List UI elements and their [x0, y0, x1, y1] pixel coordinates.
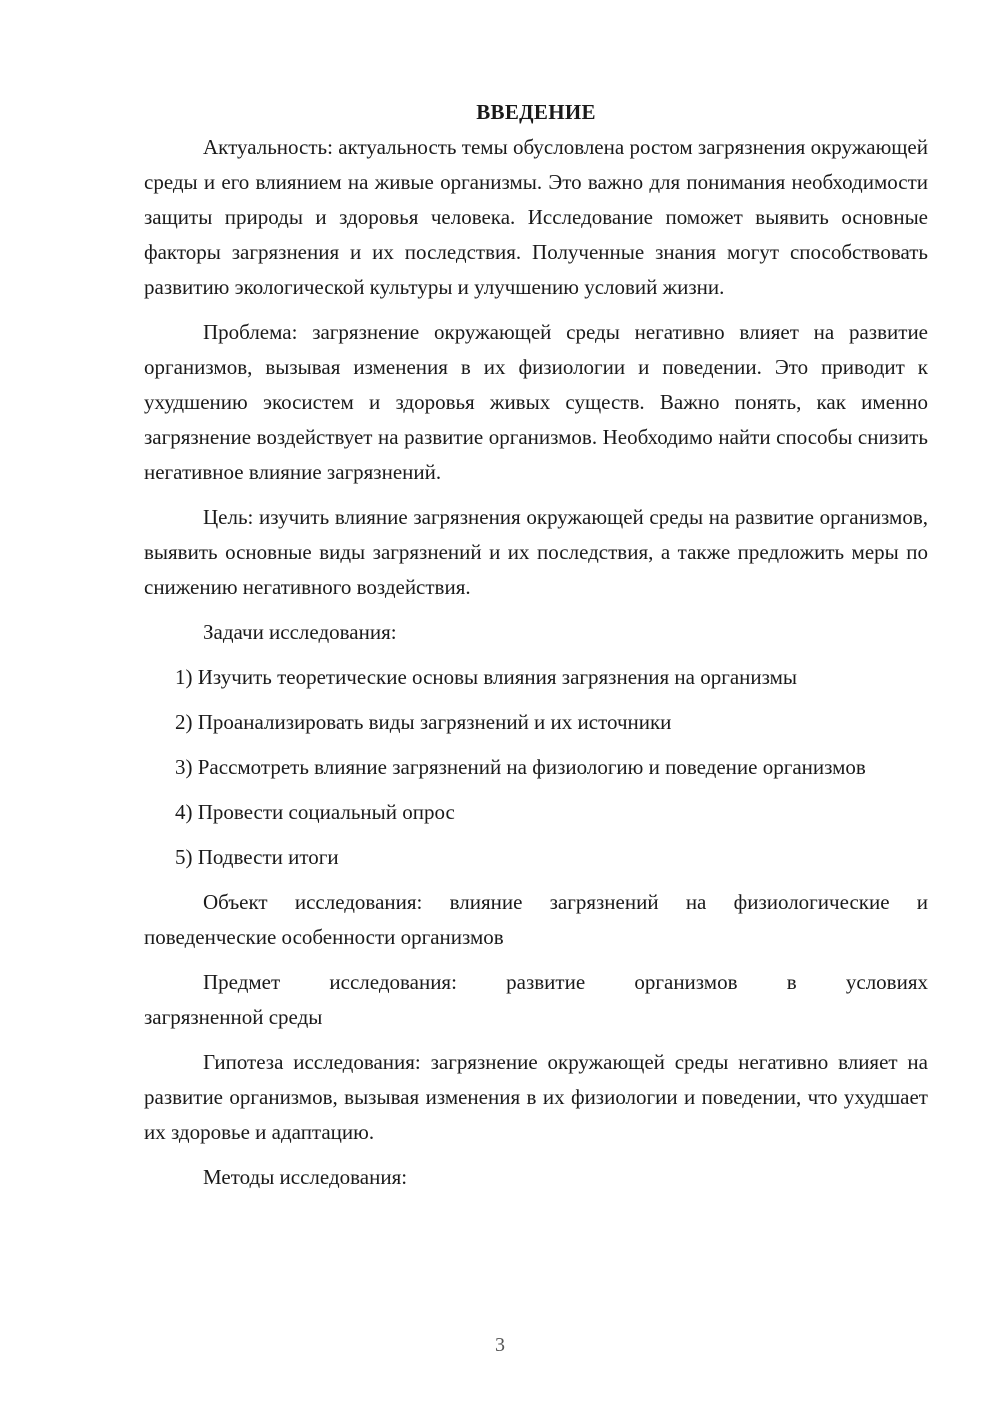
section-title: ВВЕДЕНИЕ	[476, 100, 596, 124]
task-item-5: 5) Подвести итоги	[175, 845, 339, 869]
actuality-paragraph: Актуальность: актуальность темы обусловлена ростом загрязнения окружающей среды и его влиянием на живые организмы. Это важно для понимания необходимости защиты природы и здоровья человека. Исследование поможет выявить основные факторы загрязнения и их последствия. Полученные знания могут способствовать развитию экологической культуры и улучшению условий жизни.	[144, 135, 928, 299]
page-content	[144, 98, 928, 1195]
tasks-heading: Задачи исследования:	[203, 620, 397, 644]
task-item-4: 4) Провести социальный опрос	[175, 800, 455, 824]
task-item-3: 3) Рассмотреть влияние загрязнений на физиологию и поведение организмов	[175, 755, 866, 779]
page-number: 3	[495, 1334, 505, 1356]
task-item-2: 2) Проанализировать виды загрязнений и их источники	[175, 710, 672, 734]
subject-paragraph-line2: загрязненной среды	[144, 1005, 323, 1029]
hypothesis-paragraph: Гипотеза исследования: загрязнение окружающей среды негативно влияет на развитие организмов, вызывая изменения в их физиологии и поведении, что ухудшает их здоровье и адаптацию.	[144, 1050, 928, 1144]
object-paragraph: Объект исследования: влияние загрязнений на физиологические и поведенческие особенности организмов	[144, 890, 928, 949]
goal-paragraph: Цель: изучить влияние загрязнения окружающей среды на развитие организмов, выявить основные виды загрязнений и их последствия, а также предложить меры по снижению негативного воздействия.	[144, 505, 928, 599]
subject-paragraph-line1: Предмет исследования: развитие организмов в условиях	[203, 970, 928, 994]
task-item-1: 1) Изучить теоретические основы влияния загрязнения на организмы	[175, 665, 798, 689]
problem-paragraph: Проблема: загрязнение окружающей среды негативно влияет на развитие организмов, вызывая изменения в их физиологии и поведении. Это приводит к ухудшению экосистем и здоровья живых существ. Важно понять, как именно загрязнение воздействует на развитие организмов. Необходимо найти способы снизить негативное влияние загрязнений.	[144, 320, 928, 484]
methods-heading: Методы исследования:	[203, 1165, 408, 1189]
